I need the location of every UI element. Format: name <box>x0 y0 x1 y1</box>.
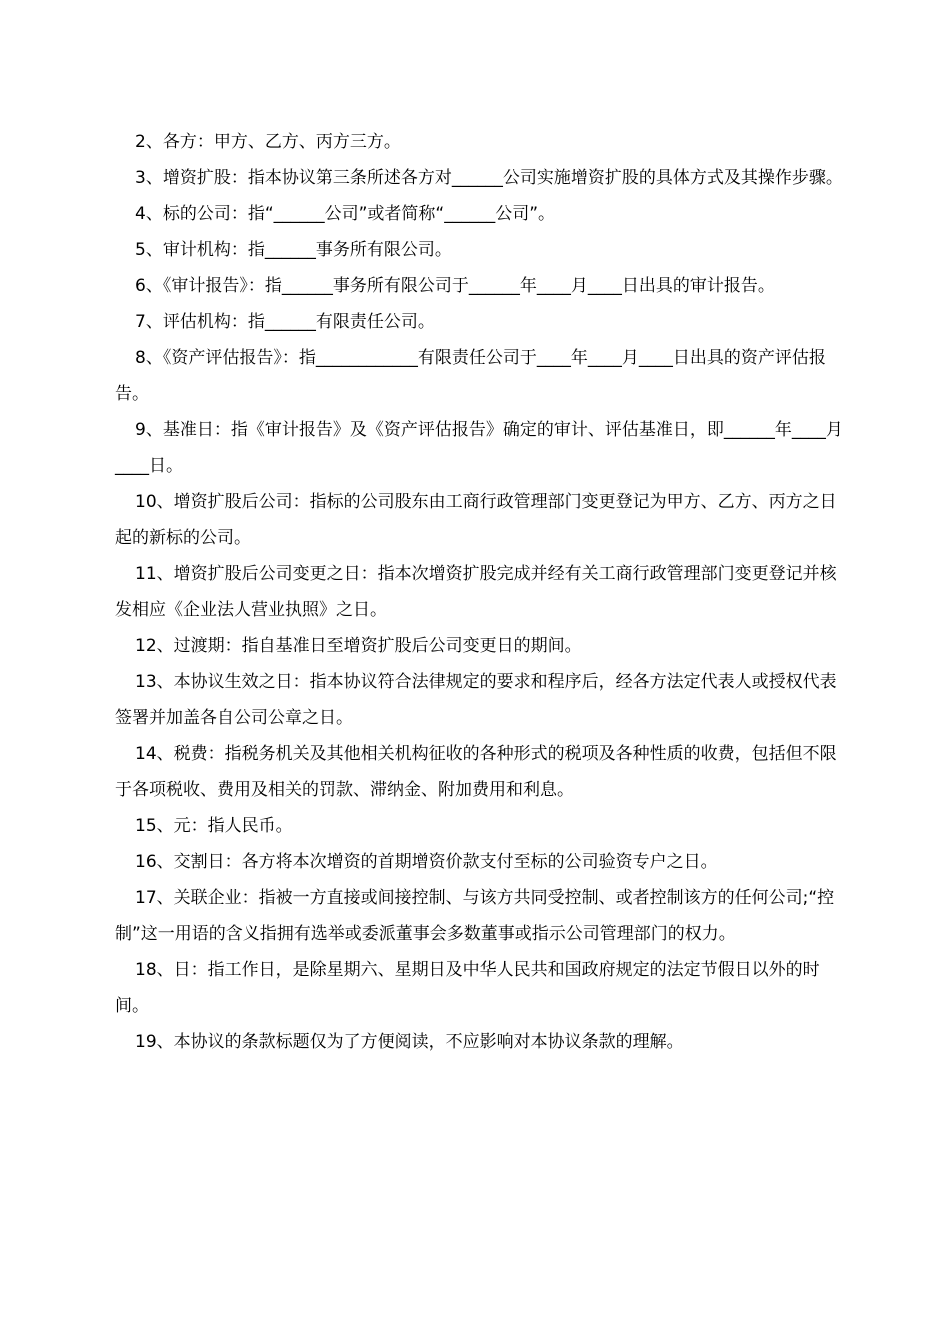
definition-item-9: 9、基准日：指《审计报告》及《资产评估报告》确定的审计、评估基准日，即______年____月____日。 <box>115 420 843 476</box>
definition-item-5: 5、审计机构：指______事务所有限公司。 <box>135 240 452 260</box>
document-body <box>115 124 845 1060</box>
definition-item-2: 2、各方：甲方、乙方、丙方三方。 <box>135 132 401 152</box>
definition-item-15: 15、元：指人民币。 <box>135 816 293 836</box>
definition-item-11: 11、增资扩股后公司变更之日：指本次增资扩股完成并经有关工商行政管理部门变更登记并核发相应《企业法人营业执照》之日。 <box>115 564 837 620</box>
definition-item-13: 13、本协议生效之日：指本协议符合法律规定的要求和程序后，经各方法定代表人或授权代表签署并加盖各自公司公章之日。 <box>115 672 837 728</box>
definition-item-14: 14、税费：指税务机关及其他相关机构征收的各种形式的税项及各种性质的收费，包括但不限于各项税收、费用及相关的罚款、滞纳金、附加费用和利息。 <box>115 744 837 800</box>
definition-item-12: 12、过渡期：指自基准日至增资扩股后公司变更日的期间。 <box>135 636 582 656</box>
definition-item-10: 10、增资扩股后公司：指标的公司股东由工商行政管理部门变更登记为甲方、乙方、丙方之日起的新标的公司。 <box>115 492 837 548</box>
definition-item-3: 3、增资扩股：指本协议第三条所述各方对______公司实施增资扩股的具体方式及其操作步骤。 <box>135 168 843 188</box>
definition-item-19: 19、本协议的条款标题仅为了方便阅读，不应影响对本协议条款的理解。 <box>135 1032 684 1052</box>
definition-item-6: 6、《审计报告》：指______事务所有限公司于______年____月____日出具的审计报告。 <box>135 276 775 296</box>
definition-item-17: 17、关联企业：指被一方直接或间接控制、与该方共同受控制、或者控制该方的任何公司;“控制”这一用语的含义指拥有选举或委派董事会多数董事或指示公司管理部门的权力。 <box>115 888 835 944</box>
definition-item-4: 4、标的公司：指“______公司”或者简称“______公司”。 <box>135 204 556 224</box>
definition-item-18: 18、日：指工作日，是除星期六、星期日及中华人民共和国政府规定的法定节假日以外的时间。 <box>115 960 820 1016</box>
definition-item-7: 7、评估机构：指______有限责任公司。 <box>135 312 435 332</box>
definition-item-8: 8、《资产评估报告》：指____________有限责任公司于____年____月____日出具的资产评估报告。 <box>115 348 826 404</box>
definition-item-16: 16、交割日：各方将本次增资的首期增资价款支付至标的公司验资专户之日。 <box>135 852 718 872</box>
